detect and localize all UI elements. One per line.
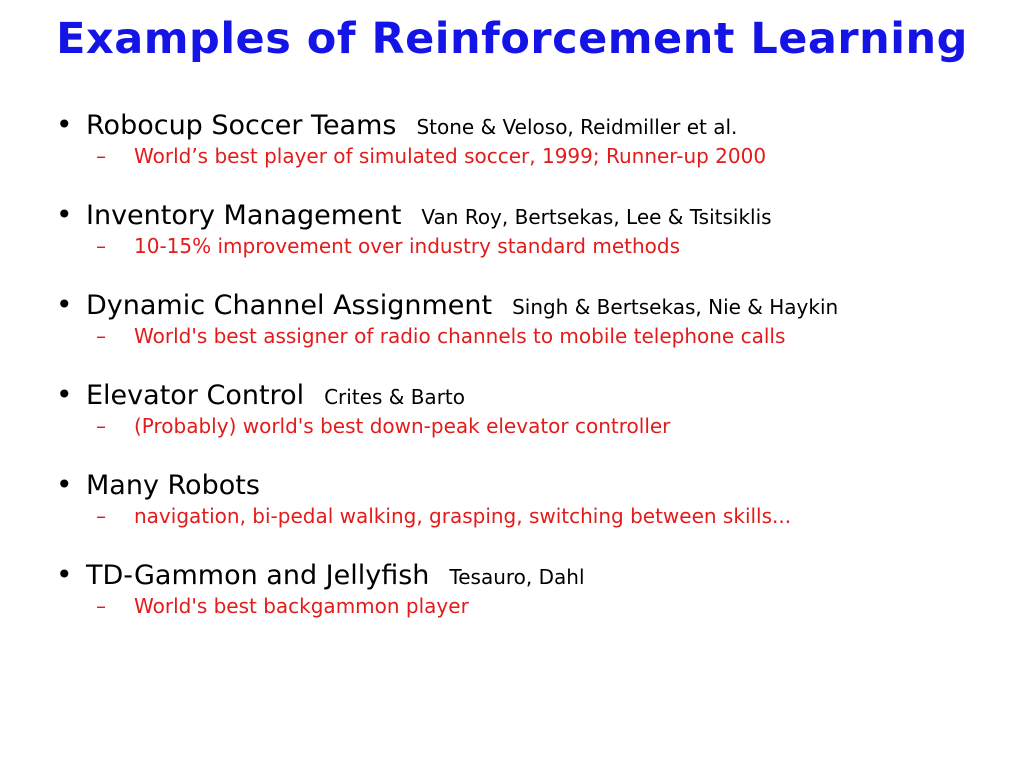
bullet-authors: Singh & Bertsekas, Nie & Haykin xyxy=(512,295,839,319)
bullet-icon: • xyxy=(56,198,73,231)
sub-bullet-line xyxy=(56,504,996,536)
bullet-authors: Stone & Veloso, Reidmiller et al. xyxy=(416,115,738,139)
sub-bullet-text: World’s best player of simulated soccer, 1999; Runner-up 2000 xyxy=(134,144,767,168)
bullet-icon: • xyxy=(56,558,73,591)
bullet-item-elevator xyxy=(56,378,996,446)
sub-bullet-line xyxy=(56,234,996,266)
bullet-topic: Robocup Soccer Teams xyxy=(86,110,397,141)
sub-bullet-line xyxy=(56,414,996,446)
dash-icon: – xyxy=(96,504,106,528)
bullet-icon: • xyxy=(56,108,73,141)
bullet-item-robots xyxy=(56,468,996,536)
sub-bullet-text: World's best backgammon player xyxy=(134,594,469,618)
sub-bullet-line xyxy=(56,144,996,176)
dash-icon: – xyxy=(96,144,106,168)
bullet-item-inventory xyxy=(56,198,996,266)
dash-icon: – xyxy=(96,324,106,348)
bullet-topic: Many Robots xyxy=(86,470,260,501)
bullet-main-line xyxy=(56,468,996,504)
sub-bullet-text: World's best assigner of radio channels to mobile telephone calls xyxy=(134,324,786,348)
bullet-topic: Inventory Management xyxy=(86,200,402,231)
slide-title: Examples of Reinforcement Learning xyxy=(56,14,968,64)
sub-bullet-line xyxy=(56,594,996,626)
bullet-authors: Crites & Barto xyxy=(324,385,465,409)
bullet-topic: TD-Gammon and Jellyfish xyxy=(86,560,430,591)
bullet-authors: Van Roy, Bertsekas, Lee & Tsitsiklis xyxy=(421,205,772,229)
dash-icon: – xyxy=(96,414,106,438)
sub-bullet-text: navigation, bi-pedal walking, grasping, switching between skills... xyxy=(134,504,792,528)
bullet-main-line xyxy=(56,108,996,144)
bullet-item-channel-assignment xyxy=(56,288,996,356)
bullet-list xyxy=(56,108,996,648)
bullet-item-td-gammon xyxy=(56,558,996,626)
bullet-main-line xyxy=(56,288,996,324)
bullet-item-robocup xyxy=(56,108,996,176)
sub-bullet-text: 10-15% improvement over industry standard methods xyxy=(134,234,680,258)
bullet-main-line xyxy=(56,378,996,414)
bullet-topic: Elevator Control xyxy=(86,380,305,411)
bullet-topic: Dynamic Channel Assignment xyxy=(86,290,493,321)
bullet-icon: • xyxy=(56,288,73,321)
bullet-authors: Tesauro, Dahl xyxy=(449,565,585,589)
bullet-main-line xyxy=(56,558,996,594)
dash-icon: – xyxy=(96,594,106,618)
sub-bullet-text: (Probably) world's best down-peak elevator controller xyxy=(134,414,671,438)
bullet-main-line xyxy=(56,198,996,234)
sub-bullet-line xyxy=(56,324,996,356)
bullet-icon: • xyxy=(56,468,73,501)
dash-icon: – xyxy=(96,234,106,258)
bullet-icon: • xyxy=(56,378,73,411)
